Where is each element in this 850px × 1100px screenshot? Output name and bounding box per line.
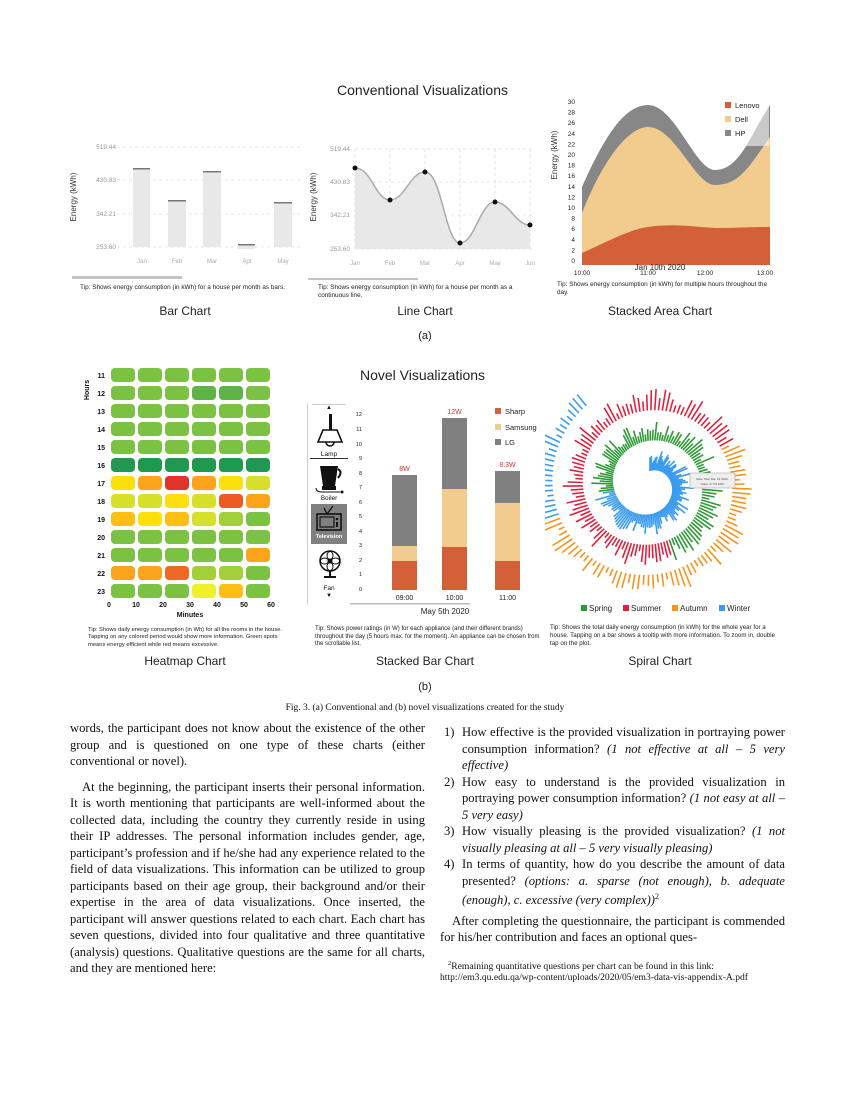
svg-text:LG: LG (505, 438, 516, 447)
svg-text:0: 0 (358, 587, 362, 593)
svg-text:13: 13 (97, 409, 105, 416)
area-chart-label: Stacked Area Chart (607, 304, 713, 318)
footnote: $^2$Remaining quantitative questions per chart can be found in this link: http://em3.qu.edu.qa/wp-content/uploads/2020/05/em3-data-vis-appendix-A.pdf (440, 959, 748, 984)
svg-text:430.83: 430.83 (96, 177, 116, 184)
svg-text:Summer: Summer (631, 604, 662, 613)
svg-text:519.44: 519.44 (330, 146, 350, 153)
svg-text:8: 8 (358, 471, 362, 477)
svg-text:16: 16 (97, 463, 105, 470)
heatmap-cell[interactable] (192, 512, 216, 526)
part-b-label: (b) (418, 681, 432, 693)
left-column (70, 720, 425, 977)
heatmap-cell[interactable] (111, 440, 135, 454)
heatmap-cell[interactable] (138, 566, 162, 580)
svg-text:20: 20 (567, 152, 575, 159)
heatmap-tip: Tip: Shows daily energy consumption (in Wh) for all the rooms in the house. Tapping on any colored period would show more information. Green spots means energy efficient while red means excessive. (88, 627, 283, 648)
questions-list (440, 724, 785, 909)
svg-text:12: 12 (355, 412, 362, 418)
heatmap-cell[interactable] (138, 584, 162, 598)
svg-text:7: 7 (358, 485, 362, 491)
svg-text:Hours: Hours (84, 379, 91, 401)
heatmap-cell[interactable] (111, 494, 135, 508)
heatmap-cell[interactable] (165, 530, 189, 544)
svg-text:11:00: 11:00 (640, 270, 656, 277)
heatmap-cell[interactable] (246, 530, 270, 544)
heatmap-cell[interactable] (138, 386, 162, 400)
area-chart-tip: Tip: Shows energy consumption (in kWh) for multiple hours throughout the day. (557, 281, 768, 296)
svg-text:23: 23 (97, 589, 105, 596)
heatmap-cell[interactable] (219, 386, 243, 400)
stacked-bar-chart[interactable] (350, 400, 550, 620)
appliance-lamp[interactable]: Lamp (310, 451, 348, 459)
spiral-chart[interactable] (545, 365, 785, 620)
svg-text:24: 24 (567, 131, 575, 138)
lamp-icon (315, 414, 345, 450)
appliance-television[interactable] (311, 504, 347, 544)
svg-text:519.44: 519.44 (96, 144, 116, 151)
svg-text:15: 15 (97, 445, 105, 452)
svg-text:HP: HP (735, 129, 746, 138)
heatmap-cell[interactable] (138, 476, 162, 490)
svg-text:12: 12 (567, 194, 575, 202)
svg-text:8W: 8W (399, 466, 410, 473)
svg-text:18: 18 (567, 162, 575, 170)
heatmap-cell[interactable] (111, 458, 135, 472)
svg-text:1: 1 (358, 572, 362, 578)
heatmap-cell[interactable] (246, 494, 270, 508)
svg-text:Jan: Jan (350, 261, 360, 267)
svg-text:8: 8 (571, 215, 575, 223)
heatmap-cell[interactable] (246, 368, 270, 382)
svg-text:30: 30 (567, 99, 575, 106)
svg-text:20: 20 (97, 535, 105, 542)
svg-text:8.3W: 8.3W (499, 462, 516, 469)
heatmap-cell[interactable] (111, 566, 135, 580)
svg-text:21: 21 (97, 553, 105, 560)
scrollbar[interactable] (72, 276, 182, 279)
svg-text:22: 22 (97, 571, 105, 578)
svg-text:Lenovo: Lenovo (735, 101, 760, 110)
question-item: 4) In terms of quantity, how do you describe the amount of data presented? (options: a. sparse (not enough), b. adequate (enough), c. excessive (very complex))$^2$ (444, 857, 785, 908)
bar-chart[interactable] (62, 135, 307, 280)
heatmap-cell[interactable] (165, 548, 189, 562)
svg-text:17: 17 (97, 481, 105, 488)
figure-caption: Fig. 3. (a) Conventional and (b) novel visualizations created for the study (285, 703, 565, 713)
svg-text:Mar: Mar (206, 259, 218, 265)
svg-text:10:00: 10:00 (445, 595, 464, 602)
svg-text:30: 30 (186, 602, 194, 609)
svg-text:2: 2 (358, 558, 362, 564)
line-chart-tip: Tip: Shows energy consumption (in kWh) for a house per month as a continuous line. (318, 284, 513, 299)
heatmap-cell[interactable] (165, 386, 189, 400)
heatmap-cell[interactable] (246, 584, 270, 598)
heatmap-cell[interactable] (192, 386, 216, 400)
svg-text:Winter: Winter (727, 604, 751, 613)
heatmap-cell[interactable] (246, 458, 270, 472)
heatmap-cell[interactable] (138, 458, 162, 472)
svg-text:2: 2 (571, 247, 575, 255)
svg-text:28: 28 (567, 109, 575, 117)
heatmap-cell[interactable] (111, 422, 135, 436)
heatmap-cell[interactable] (111, 386, 135, 400)
heatmap-label: Heatmap Chart (144, 654, 226, 668)
heatmap-cell[interactable] (219, 494, 243, 508)
svg-text:18: 18 (97, 499, 105, 506)
heatmap-cell[interactable] (138, 512, 162, 526)
heatmap-cell[interactable] (111, 548, 135, 562)
heatmap-cell[interactable] (192, 368, 216, 382)
scroll-up-icon[interactable]: ▲ (312, 404, 346, 411)
heatmap-cell[interactable] (165, 584, 189, 598)
heatmap-cell[interactable] (192, 476, 216, 490)
line-chart-label: Line Chart (397, 304, 453, 318)
heatmap-cell[interactable] (138, 494, 162, 508)
heatmap-cell[interactable] (165, 566, 189, 580)
svg-text:14: 14 (97, 427, 105, 434)
svg-text:342.21: 342.21 (330, 212, 350, 219)
novel-title: Novel Visualizations (359, 367, 486, 383)
svg-text:Spring: Spring (589, 604, 613, 613)
legend (495, 407, 537, 447)
question-item: 2) How easy to understand is the provided visualization in portraying power consumption information? (1 not easy at all – 5 very easy) (444, 774, 785, 822)
svg-text:Date: Mon Mar 02 2020: Date: Mon Mar 02 2020 (696, 477, 728, 481)
heatmap-cell[interactable] (219, 476, 243, 490)
svg-text:Energy (kWh): Energy (kWh) (550, 130, 559, 180)
svg-text:May: May (489, 261, 501, 267)
heatmap-cell[interactable] (192, 566, 216, 580)
svg-text:10: 10 (132, 602, 140, 609)
stacked-bar-label: Stacked Bar Chart (375, 654, 475, 668)
heatmap-cell[interactable] (138, 368, 162, 382)
svg-text:12:00: 12:00 (696, 270, 714, 277)
svg-text:26: 26 (567, 120, 575, 127)
heatmap-cell[interactable] (138, 404, 162, 418)
heatmap-cell[interactable] (192, 530, 216, 544)
heatmap-cell[interactable] (219, 458, 243, 472)
line-chart[interactable] (300, 135, 545, 280)
svg-text:Apr: Apr (242, 259, 252, 265)
svg-text:Autumn: Autumn (680, 604, 708, 613)
conventional-title: Conventional Visualizations (337, 82, 508, 98)
heatmap-cell[interactable] (246, 512, 270, 526)
heatmap-cell[interactable] (192, 440, 216, 454)
svg-text:Samsung: Samsung (505, 423, 537, 432)
heatmap-cell[interactable] (138, 440, 162, 454)
svg-text:5: 5 (358, 514, 362, 520)
question-item: 3) How visually pleasing is the provided visualization? (1 not visually pleasing at all – 5 very visually pleasing) (444, 824, 785, 855)
heatmap-chart[interactable] (75, 365, 290, 620)
right-column (440, 724, 785, 984)
heatmap-cell[interactable] (192, 404, 216, 418)
heatmap-cell[interactable] (219, 512, 243, 526)
svg-text:9: 9 (358, 456, 362, 462)
heatmap-cell[interactable] (219, 530, 243, 544)
heatmap-cell[interactable] (246, 404, 270, 418)
heatmap-cell[interactable] (192, 458, 216, 472)
heatmap-cell[interactable] (192, 422, 216, 436)
heatmap-cell[interactable] (192, 584, 216, 598)
svg-text:0: 0 (107, 602, 111, 609)
heatmap-cell[interactable] (165, 440, 189, 454)
heatmap-cell[interactable] (165, 422, 189, 436)
paragraph: At the beginning, the participant inserts their personal information. It is worth mentioning that participants are well-informed about the collected data, including the country they currently reside in using their IP addresses. The personal information includes gender, age, participant’s profession and if he/she had any experience related to the field of data visualizations. This information can be utilized to group participants based on their age group, their background and/or their expertise in the area of data visualizations. Once inserted, the participant will answer questions related to each chart. Each chart has seven questions, divided into four qualitative and three quantitative (analysis) questions. Qualitative questions are the same for all charts, and they are mentioned here: (70, 779, 425, 975)
fan-icon (317, 550, 343, 580)
heatmap-cell[interactable] (246, 548, 270, 562)
heatmap-cell[interactable] (246, 440, 270, 454)
heatmap-cell[interactable] (219, 440, 243, 454)
svg-text:14: 14 (567, 184, 575, 191)
heatmap-cell[interactable] (111, 530, 135, 544)
svg-text:19: 19 (97, 517, 105, 524)
scrollbar[interactable] (308, 278, 418, 280)
heatmap-cell[interactable] (219, 422, 243, 436)
svg-text:10: 10 (567, 205, 575, 212)
svg-text:10:00: 10:00 (573, 270, 591, 277)
svg-text:09:00: 09:00 (395, 595, 414, 602)
svg-text:253.60: 253.60 (330, 246, 350, 253)
spiral-tip: Tip: Shows the total daily energy consumption (in kWh) for the whole year for a house. Tapping on a bar shows a tooltip with more information. To zoom in, double tap on the plot. (550, 624, 776, 647)
heatmap-cell[interactable] (165, 458, 189, 472)
svg-text:Value: 27.00 kWh: Value: 27.00 kWh (700, 482, 724, 486)
heatmap-cell[interactable] (111, 584, 135, 598)
heatmap-cell[interactable] (111, 476, 135, 490)
svg-text:Minutes: Minutes (176, 612, 204, 619)
heatmap-cell[interactable] (192, 548, 216, 562)
heatmap-cell[interactable] (111, 368, 135, 382)
svg-text:6: 6 (571, 226, 575, 233)
svg-text:Dell: Dell (735, 115, 748, 124)
svg-text:Jan: Jan (137, 259, 147, 265)
part-a-label: (a) (418, 330, 432, 342)
svg-text:4: 4 (571, 237, 575, 244)
svg-text:Apr: Apr (455, 261, 465, 267)
heatmap-cell[interactable] (165, 368, 189, 382)
heatmap-cell[interactable] (219, 584, 243, 598)
svg-text:Feb: Feb (171, 259, 183, 265)
paragraph: words, the participant does not know about the existence of the other group and is questioned on one type of these charts (either conventional or novel). (70, 721, 425, 768)
svg-text:May: May (277, 259, 289, 265)
heatmap-cell[interactable] (111, 404, 135, 418)
spiral-label: Spiral Chart (628, 654, 692, 668)
heatmap-cell[interactable] (165, 476, 189, 490)
scroll-down-icon[interactable]: ▼ (326, 593, 332, 599)
stacked-area-chart[interactable] (545, 95, 785, 280)
appliance-fan[interactable]: Fan (323, 585, 335, 592)
bar-chart-tip: Tip: Shows energy consumption (in kWh) for a house per month as bars. (80, 284, 286, 291)
heatmap-cell[interactable] (111, 512, 135, 526)
svg-text:11: 11 (97, 373, 105, 380)
svg-text:12W: 12W (447, 409, 462, 416)
svg-text:11: 11 (356, 427, 362, 433)
area-xlabel: Jan 10th 2020 (634, 263, 686, 272)
heatmap-cell[interactable] (165, 512, 189, 526)
svg-text:342.21: 342.21 (96, 211, 116, 218)
svg-text:40: 40 (213, 602, 221, 609)
appliance-television-label: Television (315, 534, 343, 540)
stacked-bar-tip: Tip: Shows power ratings (in W) for each appliance (and their different brands) throughout the day (5 hours max. for the moment). An appliance can be chosen from the scrollable list. (315, 626, 540, 647)
svg-text:253.60: 253.60 (96, 244, 116, 251)
heatmap-cell[interactable] (138, 530, 162, 544)
svg-text:3: 3 (358, 543, 362, 549)
heatmap-cell[interactable] (219, 368, 243, 382)
heatmap-cell[interactable] (219, 548, 243, 562)
appliance-list[interactable] (307, 404, 349, 604)
television-icon (315, 506, 343, 532)
svg-text:16: 16 (567, 173, 575, 180)
svg-text:Jun: Jun (525, 261, 535, 267)
svg-text:0: 0 (571, 258, 575, 265)
heatmap-cell[interactable] (165, 494, 189, 508)
svg-text:6: 6 (358, 500, 362, 506)
svg-text:Sharp: Sharp (505, 407, 526, 416)
svg-text:22: 22 (567, 141, 575, 149)
svg-text:20: 20 (159, 602, 167, 609)
appliance-boiler[interactable]: Boiler (320, 495, 338, 502)
heatmap-cell[interactable] (246, 386, 270, 400)
svg-text:10: 10 (355, 442, 362, 448)
heatmap-cell[interactable] (246, 476, 270, 490)
svg-text:430.83: 430.83 (330, 179, 350, 186)
heatmap-cell[interactable] (219, 404, 243, 418)
heatmap-cell[interactable] (246, 422, 270, 436)
svg-text:4: 4 (358, 529, 362, 535)
bar-chart-label: Bar Chart (159, 304, 211, 318)
paragraph: After completing the questionnaire, the participant is commended for his/her contribution and faces an optional ques- (440, 913, 785, 945)
heatmap-cell[interactable] (165, 404, 189, 418)
svg-text:50: 50 (240, 602, 248, 609)
svg-text:Energy (kWh): Energy (kWh) (309, 172, 318, 222)
svg-text:13:00: 13:00 (756, 270, 774, 277)
svg-text:May 5th 2020: May 5th 2020 (420, 607, 470, 616)
svg-text:Energy (kWh): Energy (kWh) (69, 172, 78, 222)
heatmap-cell[interactable] (219, 566, 243, 580)
heatmap-cell[interactable] (246, 566, 270, 580)
heatmap-cell[interactable] (138, 548, 162, 562)
heatmap-cell[interactable] (192, 494, 216, 508)
legend (581, 604, 750, 613)
svg-text:12: 12 (97, 391, 105, 398)
svg-text:11:00: 11:00 (499, 595, 516, 602)
svg-text:Mar: Mar (419, 261, 431, 267)
boiler-icon (314, 464, 346, 494)
svg-text:60: 60 (267, 602, 275, 609)
svg-text:Feb: Feb (384, 261, 396, 267)
heatmap-cell[interactable] (138, 422, 162, 436)
question-item: 1) How effective is the provided visualization in portraying power consumption information? (1 not effective at all – 5 very effective) (444, 725, 786, 772)
